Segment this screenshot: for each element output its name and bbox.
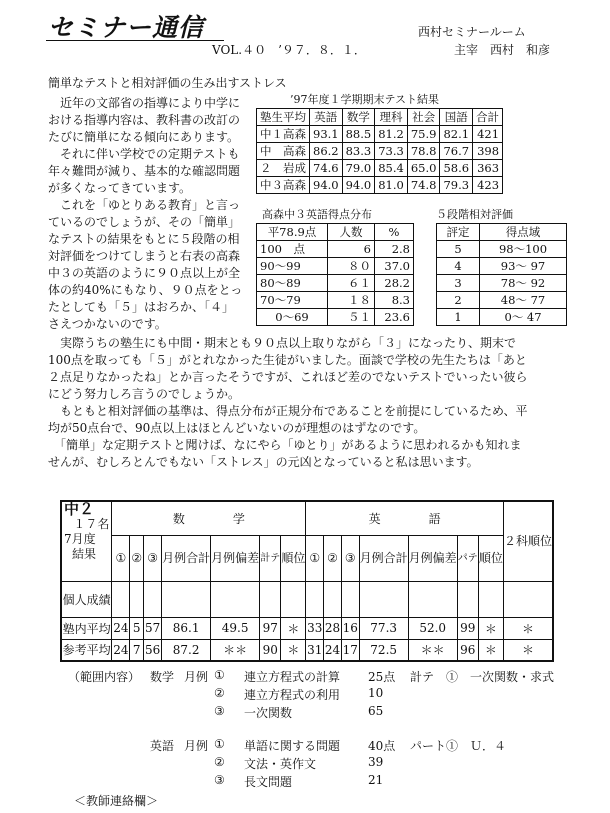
range-item-number: ② [214, 686, 225, 700]
part-test-header: パテ [457, 535, 478, 581]
cell: 97 [260, 617, 281, 639]
cell: 7 [130, 639, 144, 661]
header-cell: 人数 [328, 224, 375, 241]
table-row [257, 160, 503, 177]
editor-name: 主宰 西村 和彦 [454, 43, 551, 57]
cell: 65.0 [407, 160, 440, 177]
cell: ５１ [328, 309, 375, 326]
range-item-points: 10 [368, 686, 384, 700]
range-item-name: 連立方程式の利用 [244, 688, 341, 702]
grade-label: 中２ [64, 500, 95, 518]
cell: ＊ [503, 639, 553, 661]
circled-2: ② [130, 535, 144, 581]
table-header-row [257, 109, 503, 126]
cell: 94.0 [342, 177, 375, 194]
cell: 77.3 [359, 617, 408, 639]
cell [324, 581, 341, 617]
circled-1: ① [306, 535, 324, 581]
table-row [437, 241, 567, 258]
cell: 28 [324, 617, 341, 639]
range-item-points: 40点 [368, 739, 396, 753]
article-headline: 簡単なテストと相対評価の生み出すストレス [48, 76, 287, 90]
header-cell: 国語 [440, 109, 473, 126]
cell: 74.8 [407, 177, 440, 194]
table-row [257, 143, 503, 160]
cell: ＊ [281, 639, 306, 661]
cell: 81.0 [375, 177, 408, 194]
teacher-contact-label: ＜教師連絡欄＞ [74, 794, 159, 808]
cell [260, 581, 281, 617]
cell: 0～69 [257, 309, 328, 326]
range-item-number: ③ [214, 704, 225, 718]
range-item-name: 長文問題 [244, 775, 293, 789]
score-subheader-row [61, 535, 553, 581]
rank-header: 順位 [478, 535, 503, 581]
cell: 398 [473, 143, 503, 160]
paragraph-line: ２点足りなかったね」とか言ったそうですが、これほど差のでないテストでいったい彼ら [48, 370, 528, 384]
cell: 93.1 [310, 126, 343, 143]
paragraph-line: おける指導内容は、教科書の改訂の [48, 113, 241, 127]
circled-1: ① [112, 535, 130, 581]
english-header: 英 語 [306, 501, 504, 535]
table-header-row [257, 224, 414, 241]
class-info [61, 501, 112, 581]
monthly-deviation-header: 月例偏差 [211, 535, 260, 581]
cell: ６１ [328, 275, 375, 292]
cell: 82.1 [440, 126, 473, 143]
paragraph-line: 近年の文部省の指導により中学に [48, 96, 241, 110]
range-english-getsurei: 月例 [184, 739, 209, 753]
cell: 58.6 [440, 160, 473, 177]
cell: 23.6 [375, 309, 414, 326]
cell: ＊ [478, 639, 503, 661]
two-subject-rank-header: ２科順位 [503, 501, 553, 581]
cell: 6 [328, 241, 375, 258]
cell: １８ [328, 292, 375, 309]
cell: 85.4 [375, 160, 408, 177]
cell [359, 581, 408, 617]
cell: 17 [341, 639, 359, 661]
results-caption: ’97年度１学期期末テスト結果 [290, 93, 440, 106]
article-body [48, 335, 528, 471]
cell: 5 [130, 617, 144, 639]
cell [130, 581, 144, 617]
cell [144, 581, 162, 617]
header-cell: 数学 [342, 109, 375, 126]
range-item-points: 25点 [368, 670, 396, 684]
paragraph-line: 「簡単」な定期テストと聞けば、なにやら「ゆとり」があるように思われるかも知れま [48, 438, 522, 452]
cell: ＊＊ [211, 639, 260, 661]
range-item-name: 文法・英作文 [244, 757, 317, 771]
cell: 70～79 [257, 292, 328, 309]
range-item-name: 一次関数 [244, 706, 293, 720]
range-english-label: 英語 [150, 739, 175, 753]
cell [306, 581, 324, 617]
cell: 中 高森 [257, 143, 310, 160]
range-item-number: ① [214, 668, 225, 682]
distribution-caption: 高森中３英語得点分布 [262, 208, 372, 221]
cell: 79.0 [342, 160, 375, 177]
cell: 94.0 [310, 177, 343, 194]
cell: 100 点 [257, 241, 328, 258]
range-item-name: 単語に関する問題 [244, 739, 341, 753]
article-column [48, 95, 242, 333]
range-math-label: 数学 [150, 670, 175, 684]
cell: 24 [112, 639, 130, 661]
calc-test-header: 計テ [260, 535, 281, 581]
header-cell: 得点域 [480, 224, 567, 241]
paragraph-line: たびに簡単になる傾向にあります。 [48, 130, 240, 144]
cell: 0～ 47 [480, 309, 567, 326]
table-row [257, 275, 414, 292]
cell: 78～ 92 [480, 275, 567, 292]
paragraph-line: にどう努力しろ言うのでしょうか。 [48, 387, 241, 401]
cell: 93～ 97 [480, 258, 567, 275]
title-underline [46, 40, 224, 41]
range-english-extra: パート① Ｕ．４ [410, 739, 507, 753]
header-cell: 塾生平均 [257, 109, 310, 126]
juku-average-row [61, 617, 553, 639]
range-math-getsurei: 月例 [184, 670, 209, 684]
cell: 363 [473, 160, 503, 177]
cell: 52.0 [408, 617, 457, 639]
grade-table [436, 223, 567, 326]
cell: ＊＊ [408, 639, 457, 661]
cell: 90～99 [257, 258, 328, 275]
cell: 76.7 [440, 143, 473, 160]
table-row [437, 292, 567, 309]
range-item-points: 39 [368, 755, 384, 769]
cell: 37.0 [375, 258, 414, 275]
table-row [257, 292, 414, 309]
cell: 24 [112, 617, 130, 639]
organization-name: 西村セミナールーム [418, 25, 526, 39]
range-label: （範囲内容） [68, 670, 141, 684]
cell: 28.2 [375, 275, 414, 292]
monthly-deviation-header: 月例偏差 [408, 535, 457, 581]
cell [408, 581, 457, 617]
cell: 49.5 [211, 617, 260, 639]
math-header: 数 学 [112, 501, 306, 535]
table-row [257, 258, 414, 275]
range-item-name: 連立方程式の計算 [244, 670, 341, 684]
reference-average-row [61, 639, 553, 661]
results-table [256, 108, 503, 194]
cell [281, 581, 306, 617]
grade-caption: ５段階相対評価 [436, 208, 513, 221]
term-label: 7月度 [64, 532, 96, 546]
paragraph-line: たとしても「５」はおろか、「４」 [48, 300, 235, 314]
cell: ＊ [281, 617, 306, 639]
cell: 1 [437, 309, 480, 326]
cell [503, 581, 553, 617]
juku-average-label: 塾内平均 [61, 617, 112, 639]
paragraph-line: 年々難問が減り、基本的な確認問題 [48, 164, 241, 178]
cell [211, 581, 260, 617]
circled-3: ③ [144, 535, 162, 581]
cell [341, 581, 359, 617]
cell: 2.8 [375, 241, 414, 258]
paragraph-line: が多くなってきています。 [48, 181, 192, 195]
header-cell: 英語 [310, 109, 343, 126]
distribution-table [256, 223, 414, 326]
range-item-number: ① [214, 737, 225, 751]
header-cell: 合計 [473, 109, 503, 126]
cell: 2 [437, 292, 480, 309]
cell: 421 [473, 126, 503, 143]
cell: 423 [473, 177, 503, 194]
cell: 4 [437, 258, 480, 275]
result-label: 結果 [72, 547, 97, 561]
cell: 78.8 [407, 143, 440, 160]
paragraph-line: ているのでしょうが、その「簡単」 [48, 215, 241, 229]
range-item-number: ② [214, 755, 225, 769]
cell: ＊ [503, 617, 553, 639]
cell: ＊ [478, 617, 503, 639]
range-item-points: 65 [368, 704, 384, 718]
paragraph-line: もともと相対評価の基準は、得点分布が正規分布であることを前提にしているため、平 [48, 404, 528, 418]
cell: 74.6 [310, 160, 343, 177]
header-cell: 平78.9点 [257, 224, 328, 241]
cell: 8.3 [375, 292, 414, 309]
score-table [60, 500, 554, 662]
cell: 83.3 [342, 143, 375, 160]
monthly-total-header: 月例合計 [162, 535, 211, 581]
paragraph-line: 中３の英語のように９０点以上が全 [48, 266, 241, 280]
paragraph-line: これを「ゆとりある教育」と言っ [48, 198, 241, 212]
cell: 中３高森 [257, 177, 310, 194]
cell: 96 [457, 639, 478, 661]
header-cell: 理科 [375, 109, 408, 126]
paragraph-line: 体の約40%にもなり、９０点をとっ [48, 283, 243, 297]
cell: 3 [437, 275, 480, 292]
circled-2: ② [324, 535, 341, 581]
cell: 57 [144, 617, 162, 639]
table-row [257, 309, 414, 326]
cell: 48～ 77 [480, 292, 567, 309]
table-row [437, 309, 567, 326]
cell: 72.5 [359, 639, 408, 661]
cell [112, 581, 130, 617]
cell [162, 581, 211, 617]
reference-average-label: 参考平均 [61, 639, 112, 661]
rank-header: 順位 [281, 535, 306, 581]
cell: ２ 岩成 [257, 160, 310, 177]
cell: 80～89 [257, 275, 328, 292]
paragraph-line: 100点を取っても「５」がとれなかった生徒がいました。面談で学校の先生たちは「あと [48, 353, 527, 367]
table-row [437, 275, 567, 292]
cell: 99 [457, 617, 478, 639]
cell: 87.2 [162, 639, 211, 661]
personal-row [61, 581, 553, 617]
cell: 86.2 [310, 143, 343, 160]
header-cell: 社会 [407, 109, 440, 126]
table-row [257, 126, 503, 143]
paragraph-line: なテストの結果をもとに５段階の相 [48, 232, 240, 246]
cell: 81.2 [375, 126, 408, 143]
cell: 75.9 [407, 126, 440, 143]
cell: 90 [260, 639, 281, 661]
cell: 86.1 [162, 617, 211, 639]
cell: 31 [306, 639, 324, 661]
cell: 73.3 [375, 143, 408, 160]
cell: 24 [324, 639, 341, 661]
cell [478, 581, 503, 617]
cell: 16 [341, 617, 359, 639]
table-header-row [437, 224, 567, 241]
monthly-total-header: 月例合計 [359, 535, 408, 581]
score-header-row [61, 501, 553, 535]
paragraph-line: 実際うちの塾生にも中間・期末とも９０点以上取りながら「３」になったり、期末で [48, 336, 517, 350]
volume-date: VOL.４０ ’９７．８．１． [212, 43, 366, 57]
cell: 79.3 [440, 177, 473, 194]
personal-label: 個人成績 [61, 581, 112, 617]
range-item-number: ③ [214, 773, 225, 787]
header-cell: 評定 [437, 224, 480, 241]
paragraph-line: 均が50点台で、90点以上はほとんどいないのが理想のはずなのです。 [48, 421, 426, 435]
cell: ８０ [328, 258, 375, 275]
newsletter-title: セミナー通信 [48, 13, 205, 42]
cell: 98～100 [480, 241, 567, 258]
paragraph-line: さえつかないのです。 [48, 317, 167, 331]
range-item-points: 21 [368, 773, 384, 787]
table-row [257, 177, 503, 194]
circled-3: ③ [341, 535, 359, 581]
paragraph-line: 対評価をつけてしまうと右表の高森 [48, 249, 241, 263]
cell: 33 [306, 617, 324, 639]
cell: 中１高森 [257, 126, 310, 143]
header-cell: % [375, 224, 414, 241]
paragraph-line: せんが、むしろとんでもない「ストレス」の元凶となっていると私は思います。 [48, 455, 479, 469]
table-row [437, 258, 567, 275]
table-row [257, 241, 414, 258]
cell: 56 [144, 639, 162, 661]
cell: 88.5 [342, 126, 375, 143]
range-math-extra: 計テ ① 一次関数・求式 [410, 670, 555, 684]
cell: 5 [437, 241, 480, 258]
paragraph-line: それに伴い学校での定期テストも [48, 147, 240, 161]
cell [457, 581, 478, 617]
student-count: １７名 [73, 517, 110, 531]
